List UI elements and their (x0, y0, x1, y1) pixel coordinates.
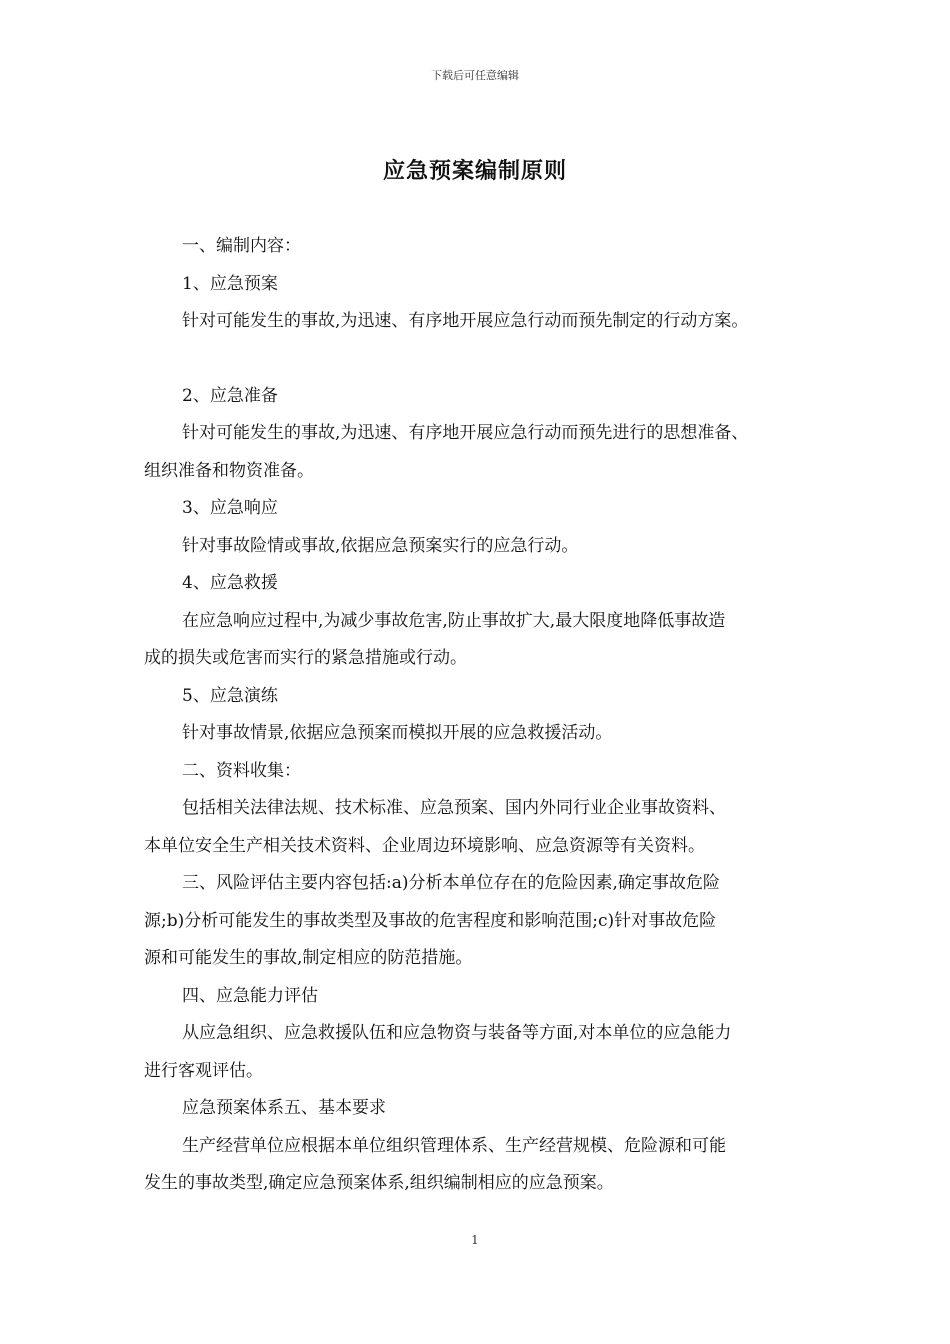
paragraph-line: 针对可能发生的事故,为迅速、有序地开展应急行动而预先制定的行动方案。 (182, 311, 749, 331)
blank-line (144, 341, 824, 378)
paragraph-line: 本单位安全生产相关技术资料、企业周边环境影响、应急资源等有关资料。 (144, 835, 705, 856)
header-note: 下载后可任意编辑 (431, 69, 519, 82)
document-title: 应急预案编制原则 (382, 159, 567, 184)
subsection-heading: 3、应急响应 (182, 498, 278, 518)
paragraph-line: 从应急组织、应急救援队伍和应急物资与装备等方面,对本单位的应急能力 (182, 1023, 732, 1043)
paragraph-line: 针对事故险情或事故,依据应急预案实行的应急行动。 (182, 535, 579, 556)
document-body (144, 228, 824, 1203)
section-heading: 四、应急能力评估 (182, 985, 318, 1006)
section-heading: 二、资料收集： (182, 760, 301, 781)
subsection-heading: 1、应急预案 (182, 273, 278, 294)
paragraph-line: 源;b)分析可能发生的事故类型及事故的危害程度和影响范围;c)针对事故危险 (144, 910, 717, 931)
paragraph-line: 三、风险评估主要内容包括:a)分析本单位存在的危险因素,确定事故危险 (182, 873, 720, 893)
subsection-heading: 5、应急演练 (182, 685, 278, 706)
paragraph-line: 源和可能发生的事故,制定相应的防范措施。 (144, 948, 473, 968)
paragraph-line: 进行客观评估。 (144, 1060, 263, 1081)
paragraph-line: 生产经营单位应根据本单位组织管理体系、生产经营规模、危险源和可能 (182, 1135, 726, 1156)
page-number: 1 (471, 1233, 479, 1247)
paragraph-line: 组织准备和物资准备。 (144, 460, 314, 481)
section-heading: 一、编制内容： (182, 236, 301, 256)
paragraph-line: 发生的事故类型,确定应急预案体系,组织编制相应的应急预案。 (144, 1173, 614, 1193)
paragraph-line: 成的损失或危害而实行的紧急措施或行动。 (144, 648, 467, 668)
subsection-heading: 4、应急救援 (182, 573, 278, 593)
paragraph-line: 在应急响应过程中,为减少事故危害,防止事故扩大,最大限度地降低事故造 (182, 610, 726, 631)
paragraph-line: 针对事故情景,依据应急预案而模拟开展的应急救援活动。 (182, 723, 613, 743)
section-heading: 应急预案体系五、基本要求 (182, 1098, 386, 1118)
subsection-heading: 2、应急准备 (182, 385, 278, 406)
paragraph-line: 针对可能发生的事故,为迅速、有序地开展应急行动而预先进行的思想准备、 (182, 423, 749, 443)
paragraph-line: 包括相关法律法规、技术标准、应急预案、国内外同行业企业事故资料、 (182, 798, 726, 818)
